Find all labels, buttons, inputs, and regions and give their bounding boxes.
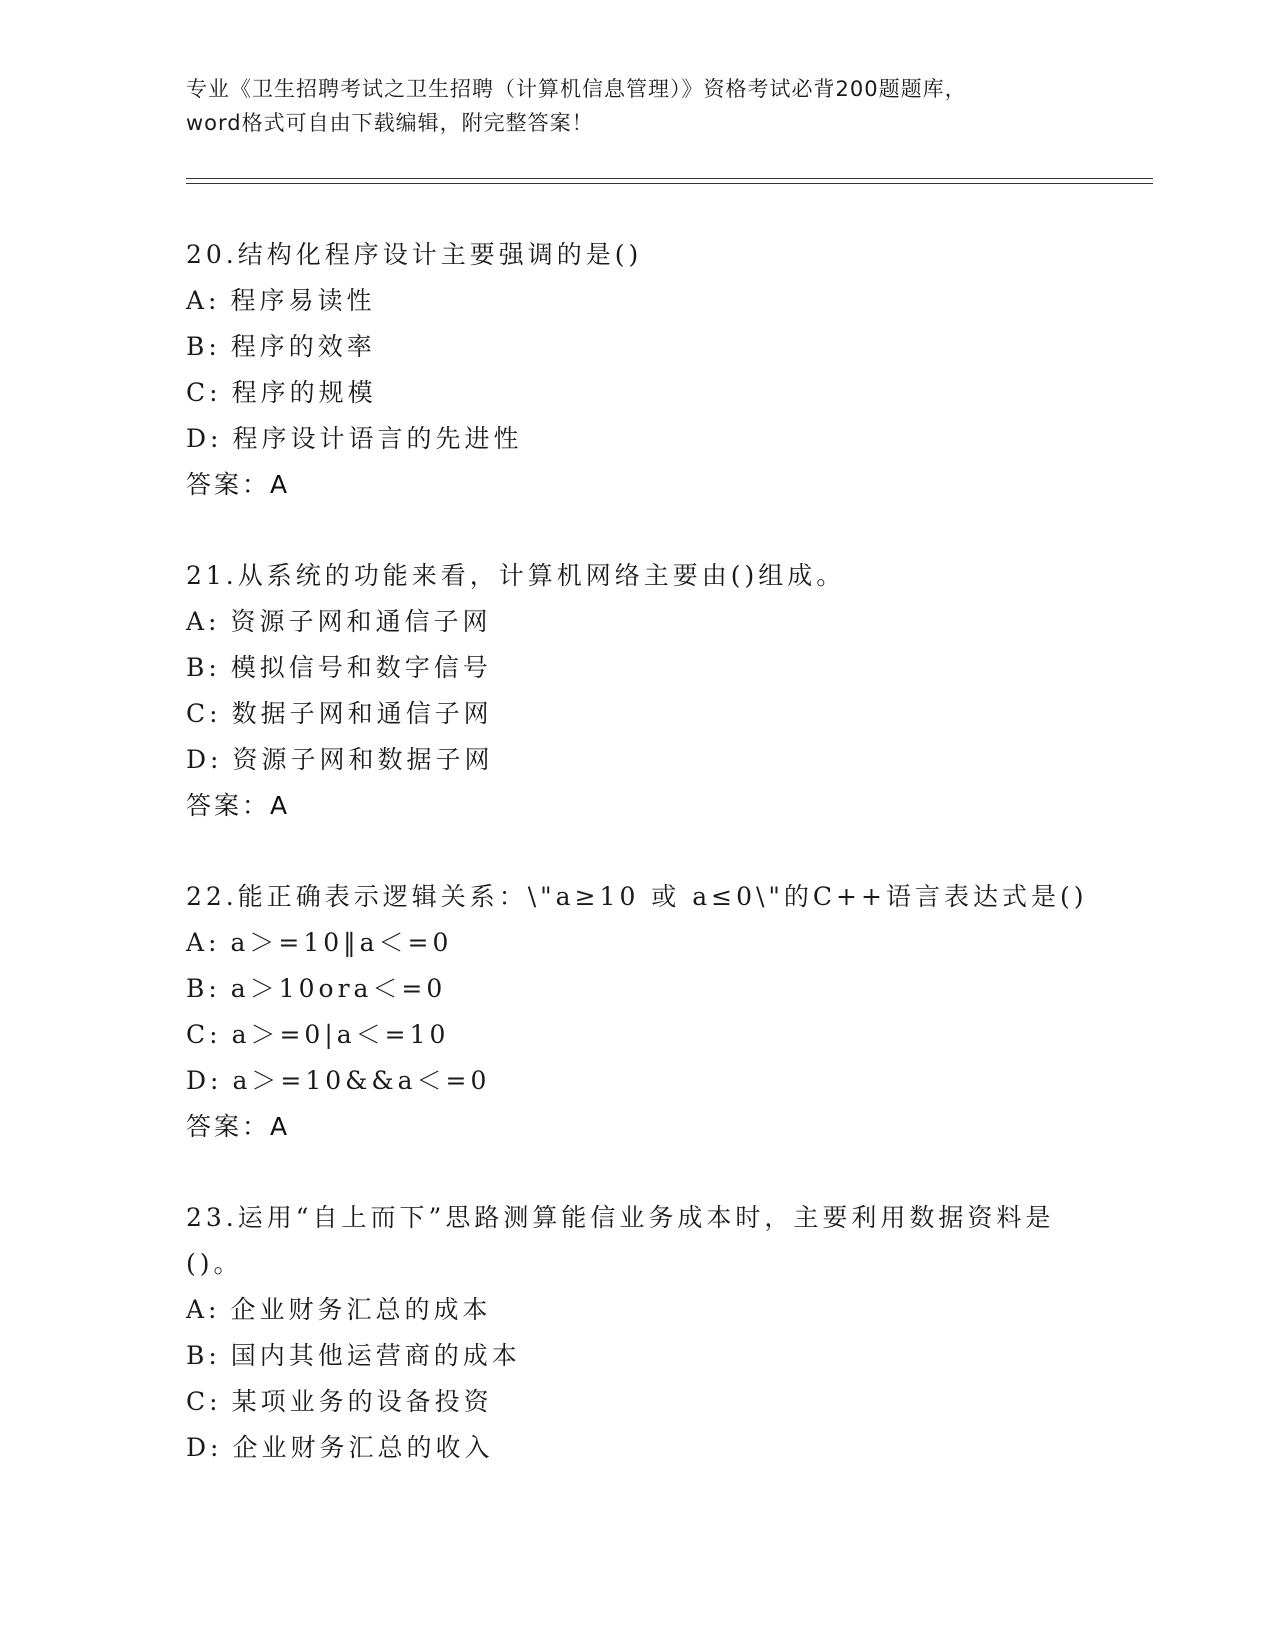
option-text: 资源子网和数据子网 xyxy=(232,745,494,774)
option-letter: A: xyxy=(186,928,221,957)
option-c xyxy=(186,1379,1086,1425)
option-letter: C: xyxy=(186,1020,222,1049)
question-21 xyxy=(186,553,1086,829)
header-divider-bottom xyxy=(186,183,1153,184)
option-a xyxy=(186,920,1086,966)
option-text: a＞=10‖a＜=0 xyxy=(230,928,453,957)
option-a xyxy=(186,1287,1086,1333)
option-c xyxy=(186,1012,1086,1058)
option-text: 某项业务的设备投资 xyxy=(231,1387,493,1416)
question-22 xyxy=(186,874,1086,1150)
option-text: 程序设计语言的先进性 xyxy=(232,424,523,453)
header-divider-top xyxy=(186,178,1153,179)
option-text: 国内其他运营商的成本 xyxy=(230,1341,521,1370)
answer-line: 答案：A xyxy=(186,470,291,499)
option-letter: D: xyxy=(186,424,223,453)
option-letter: B: xyxy=(186,1341,221,1370)
option-text: 程序易读性 xyxy=(230,286,376,315)
option-letter: D: xyxy=(186,1433,223,1462)
answer-line: 答案：A xyxy=(186,1112,291,1141)
option-d xyxy=(186,1058,1086,1104)
option-text: 资源子网和通信子网 xyxy=(230,607,492,636)
document-header xyxy=(186,72,1086,140)
option-text: a＞=10&&a＜=0 xyxy=(232,1066,491,1095)
header-line-1: 专业《卫生招聘考试之卫生招聘（计算机信息管理）》资格考试必背200题题库， xyxy=(186,77,967,101)
option-letter: C: xyxy=(186,1387,222,1416)
option-text: 企业财务汇总的成本 xyxy=(230,1295,492,1324)
question-stem: 23.运用“自上而下”思路测算能信业务成本时，主要利用数据资料是()。 xyxy=(186,1203,1055,1278)
question-stem: 22.能正确表示逻辑关系：\"a≥10 或 a≤0\"的C++语言表达式是() xyxy=(186,882,1088,911)
option-letter: B: xyxy=(186,974,221,1003)
header-line-2: word格式可自由下载编辑，附完整答案！ xyxy=(186,111,594,135)
option-a xyxy=(186,599,1086,645)
option-text: 程序的效率 xyxy=(230,332,376,361)
option-text: 企业财务汇总的收入 xyxy=(232,1433,494,1462)
option-text: 程序的规模 xyxy=(231,378,377,407)
question-stem: 20.结构化程序设计主要强调的是() xyxy=(186,240,643,269)
option-letter: D: xyxy=(186,745,223,774)
question-23 xyxy=(186,1195,1086,1471)
option-c xyxy=(186,370,1086,416)
option-d xyxy=(186,737,1086,783)
option-letter: A: xyxy=(186,607,221,636)
option-text: 模拟信号和数字信号 xyxy=(230,653,492,682)
option-letter: C: xyxy=(186,378,222,407)
option-letter: D: xyxy=(186,1066,223,1095)
option-b xyxy=(186,966,1086,1012)
option-text: a＞=0|a＜=10 xyxy=(231,1020,450,1049)
option-letter: C: xyxy=(186,699,222,728)
option-b xyxy=(186,1333,1086,1379)
option-letter: A: xyxy=(186,1295,221,1324)
question-20 xyxy=(186,232,1086,508)
option-c xyxy=(186,691,1086,737)
option-d xyxy=(186,416,1086,462)
option-b xyxy=(186,324,1086,370)
option-text: a＞10ora＜=0 xyxy=(230,974,447,1003)
option-letter: A: xyxy=(186,286,221,315)
option-text: 数据子网和通信子网 xyxy=(231,699,493,728)
option-d xyxy=(186,1425,1086,1471)
option-letter: B: xyxy=(186,332,221,361)
option-a xyxy=(186,278,1086,324)
question-stem: 21.从系统的功能来看，计算机网络主要由()组成。 xyxy=(186,561,846,590)
option-b xyxy=(186,645,1086,691)
answer-line: 答案：A xyxy=(186,791,291,820)
question-list xyxy=(186,232,1086,1516)
option-letter: B: xyxy=(186,653,221,682)
